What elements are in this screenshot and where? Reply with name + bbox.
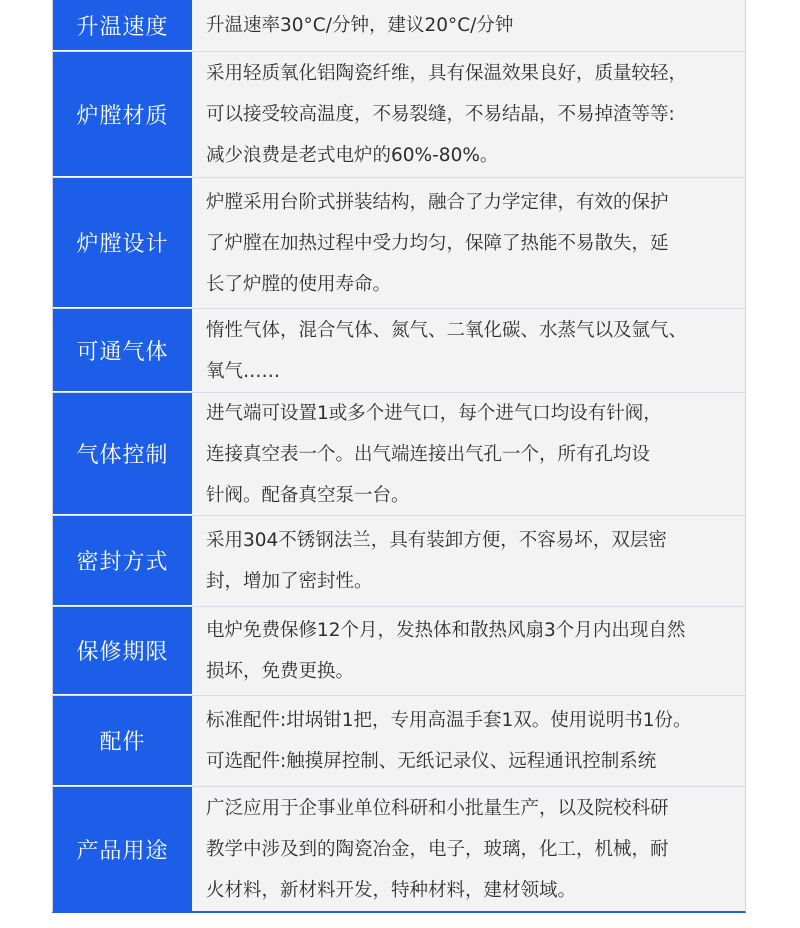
spec-value: 标准配件:坩埚钳1把，专用高温手套1双。使用说明书1份。 可选配件:触摸屏控制、无纸记录仪、远程通讯控制系统 [192, 696, 745, 786]
spec-value: 采用轻质氧化铝陶瓷纤维，具有保温效果良好，质量较轻， 可以接受较高温度，不易裂缝，不易结晶，不易掉渣等等: 减少浪费是老式电炉的60%-80%。 [192, 52, 745, 177]
spec-row-chamber-design [53, 178, 745, 309]
spec-label: 气体控制 [53, 393, 192, 515]
spec-value: 采用304不锈钢法兰，具有装卸方便，不容易坏，双层密 封，增加了密封性。 [192, 516, 745, 606]
spec-row-gases [53, 309, 745, 393]
spec-value: 广泛应用于企事业单位科研和小批量生产，以及院校科研 教学中涉及到的陶瓷冶金，电子，玻璃，化工，机械，耐 火材料，新材料开发，特种材料，建材领域。 [192, 787, 745, 911]
spec-row-heating-rate [53, 0, 745, 52]
spec-row-sealing [53, 516, 745, 607]
spec-label: 升温速度 [53, 0, 192, 51]
spec-label: 炉膛设计 [53, 178, 192, 308]
spec-label: 炉膛材质 [53, 52, 192, 177]
spec-row-accessories [53, 696, 745, 787]
spec-row-warranty [53, 607, 745, 696]
spec-row-chamber-material [53, 52, 745, 178]
spec-value: 炉膛采用台阶式拼装结构，融合了力学定律，有效的保护 了炉膛在加热过程中受力均匀，保障了热能不易散失，延 长了炉膛的使用寿命。 [192, 178, 745, 308]
spec-label: 密封方式 [53, 516, 192, 606]
spec-label: 配件 [53, 696, 192, 786]
spec-label: 可通气体 [53, 309, 192, 392]
spec-value: 电炉免费保修12个月，发热体和散热风扇3个月内出现自然 损坏，免费更换。 [192, 607, 745, 695]
spec-row-applications [53, 787, 745, 911]
spec-label: 产品用途 [53, 787, 192, 911]
spec-row-gas-control [53, 393, 745, 516]
spec-table [52, 0, 746, 913]
spec-value: 进气端可设置1或多个进气口，每个进气口均设有针阀， 连接真空表一个。出气端连接出气孔一个，所有孔均设 针阀。配备真空泵一台。 [192, 393, 745, 515]
spec-value: 惰性气体，混合气体、氮气、二氧化碳、水蒸气以及氩气、 氧气…… [192, 309, 745, 392]
spec-label: 保修期限 [53, 607, 192, 695]
spec-value: 升温速率30°C/分钟，建议20°C/分钟 [192, 0, 745, 51]
